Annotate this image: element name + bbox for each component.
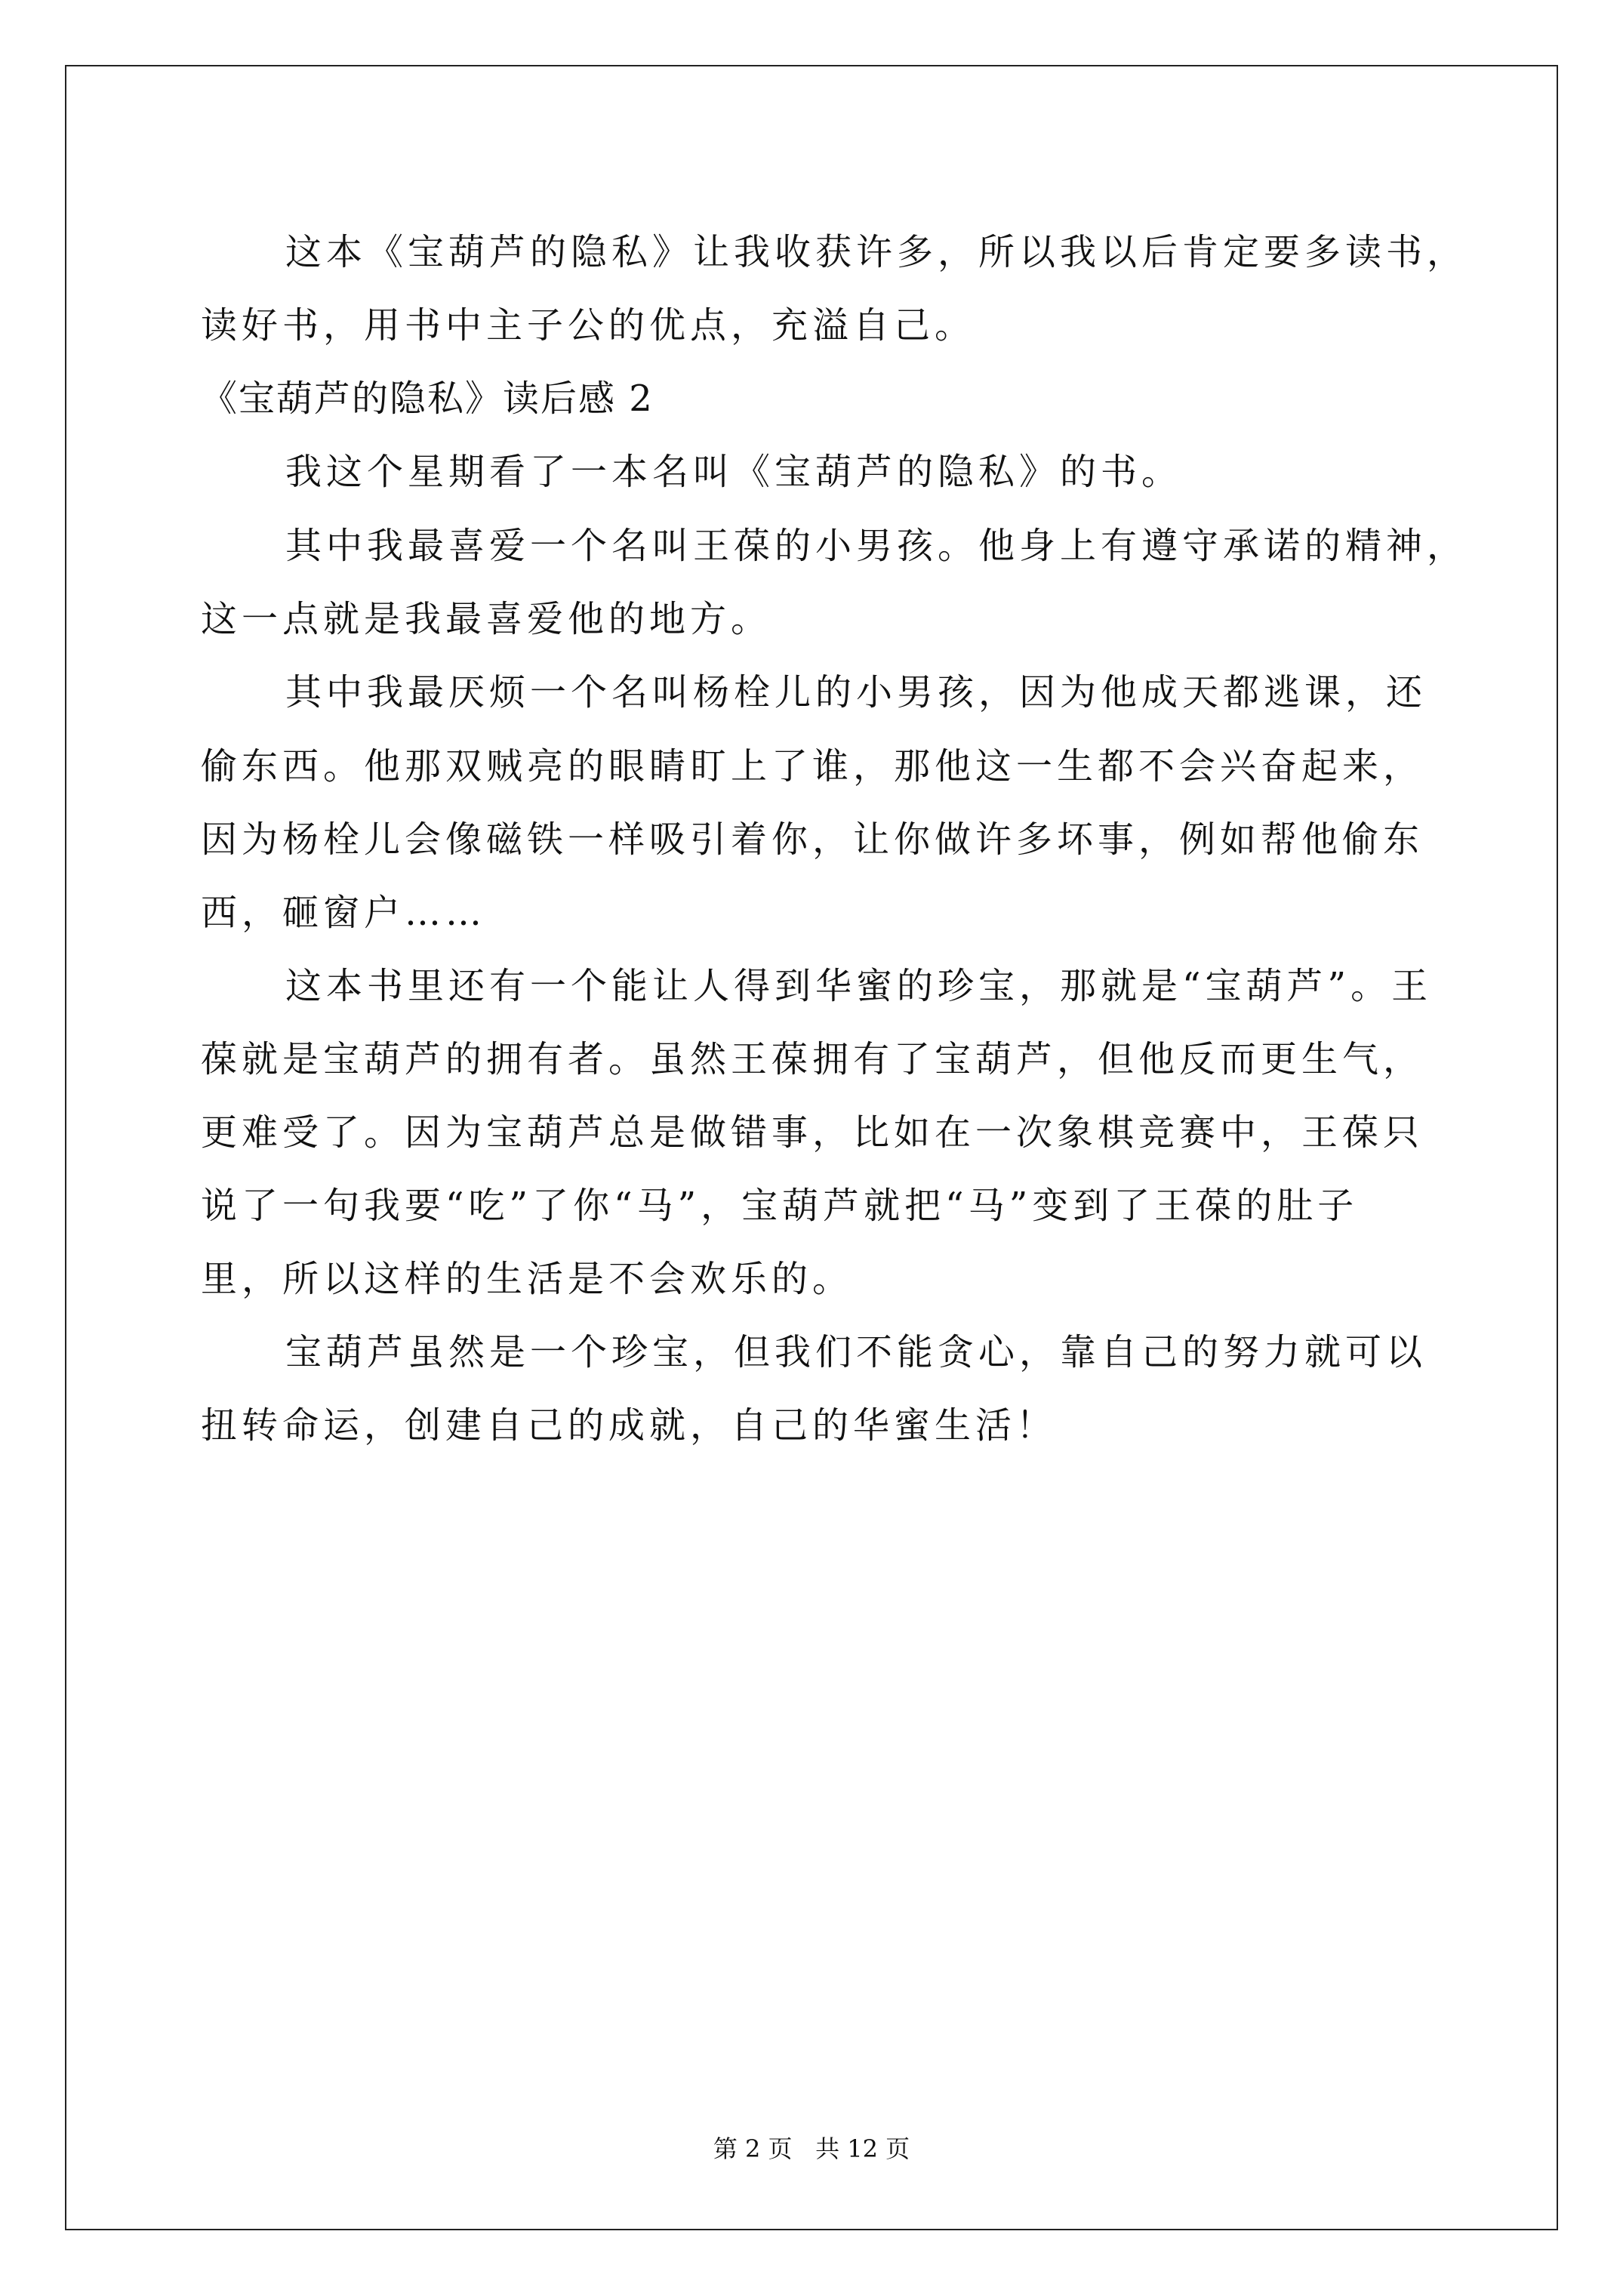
paragraph-4-line-4: 西，砸窗户…… xyxy=(201,892,487,934)
paragraph-5-line-4: 说了一句我要“吃”了你“马”，宝葫芦就把“马”变到了王葆的肚子 xyxy=(201,1185,1359,1227)
paragraph-5-line-2: 葆就是宝葫芦的拥有者。虽然王葆拥有了宝葫芦，但他反而更生气， xyxy=(201,1038,1424,1080)
paragraph-1-line-2: 读好书，用书中主子公的优点，充溢自己。 xyxy=(201,304,976,347)
paragraph-6-line-2: 扭转命运，创建自己的成就，自己的华蜜生活！ xyxy=(201,1404,1058,1447)
paragraph-1-line-1: 这本《宝葫芦的隐私》让我收获许多，所以我以后肯定要多读书， xyxy=(285,231,1468,273)
paragraph-3-line-1: 其中我最喜爱一个名叫王葆的小男孩。他身上有遵守承诺的精神， xyxy=(285,525,1468,567)
paragraph-3-line-2: 这一点就是我最喜爱他的地方。 xyxy=(201,598,772,640)
paragraph-4-line-1: 其中我最厌烦一个名叫杨栓儿的小男孩，因为他成天都逃课，还 xyxy=(285,671,1427,713)
section-heading: 《宝葫芦的隐私》读后感 2 xyxy=(201,378,654,420)
paragraph-6-line-1: 宝葫芦虽然是一个珍宝，但我们不能贪心，靠自己的努力就可以 xyxy=(285,1331,1427,1373)
paragraph-2-line-1: 我这个星期看了一本名叫《宝葫芦的隐私》的书。 xyxy=(285,451,1183,493)
paragraph-4-line-3: 因为杨栓儿会像磁铁一样吸引着你，让你做许多坏事，例如帮他偷东 xyxy=(201,818,1424,861)
paragraph-5-line-1: 这本书里还有一个能让人得到华蜜的珍宝，那就是“宝葫芦”。王 xyxy=(285,965,1433,1007)
paragraph-5-line-5: 里，所以这样的生活是不会欢乐的。 xyxy=(201,1258,854,1300)
paragraph-5-line-3: 更难受了。因为宝葫芦总是做错事，比如在一次象棋竞赛中，王葆只 xyxy=(201,1111,1424,1154)
page-footer: 第 2 页 共 12 页 xyxy=(713,2134,910,2163)
paragraph-4-line-2: 偷东西。他那双贼亮的眼睛盯上了谁，那他这一生都不会兴奋起来， xyxy=(201,745,1424,787)
